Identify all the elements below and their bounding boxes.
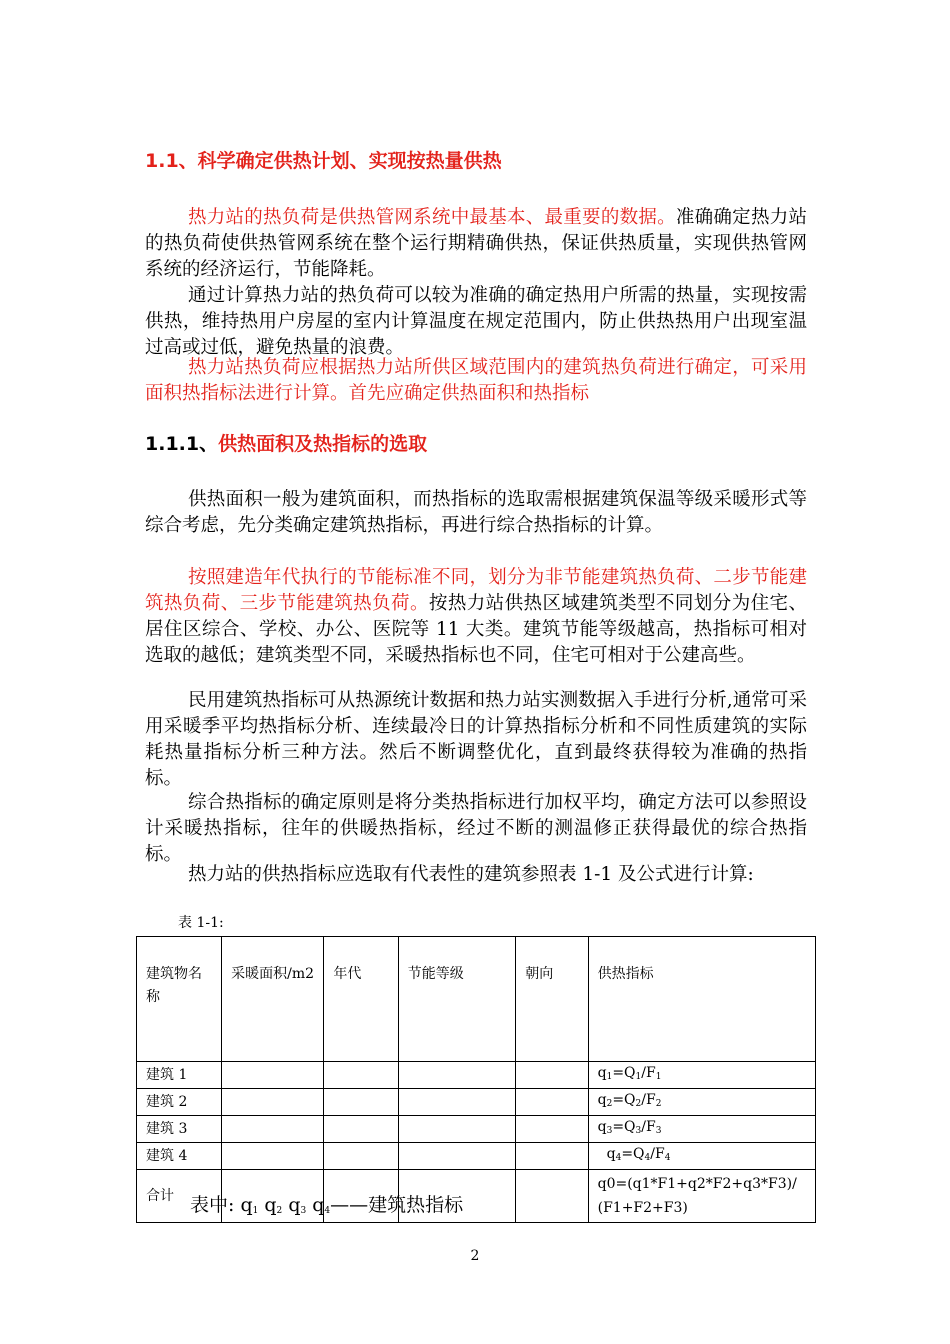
highlight-text: 热力站的热负荷是供热管网系统中最基本、最重要的数据。 [188, 207, 676, 228]
paragraph-table-reference: 热力站的供热指标应选取有代表性的建筑参照表 1-1 及公式进行计算: [188, 864, 754, 885]
body-text: 准确确定热力站的热负荷使供热管网系统在整个运行期精确供热，保证供热质量，实现供热管网系统的经济运行，节能降耗。 [145, 207, 807, 280]
table-caption: 表 1-1: [178, 915, 224, 931]
cell-heat-formula: $q_4=Q_4/F_4$ [588, 1143, 815, 1170]
paragraph-comprehensive-heat-index: 综合热指标的确定原则是将分类热指标进行加权平均，确定方法可以参照设计采暖热指标，往年的供暖热指标，经过不断的测温修正获得最优的综合热指标。 [145, 792, 807, 865]
body-text: 按热力站供热区域建筑类型不同划分为住宅、居住区综合、学校、办公、医院等 11 大类。建筑节能等级越高，热指标可相对选取的越低；建筑类型不同，采暖热指标也不同，住宅可相对于公建高些。 [145, 593, 807, 666]
cell-empty [516, 1170, 588, 1223]
heading-number: 1.1.1、 [145, 433, 219, 455]
cell-empty [516, 1143, 588, 1170]
page-number: 2 [470, 1248, 480, 1264]
cell-heat-formula: $q_3=Q_3/F_3$ [588, 1116, 815, 1143]
cell-total-formula: q0=(q1*F1+q2*F2+q3*F3)/ (F1+F2+F3) [588, 1170, 815, 1223]
cell-empty [324, 1062, 398, 1089]
cell-empty [398, 1143, 516, 1170]
cell-building-name: 建筑 1 [137, 1062, 222, 1089]
highlight-text: 按照建造年代执行的节能标准不同，划分为非节能建筑热负荷、二步节能建筑热负荷、三步节能建筑热负荷。 [145, 567, 807, 614]
table-note: 表中: $q_1$ $q_2$ $q_3$ $q_4——$建筑热指标 [190, 1194, 464, 1216]
cell-empty [516, 1116, 588, 1143]
cell-empty [516, 1062, 588, 1089]
table-header-row [137, 937, 816, 1062]
cell-empty [398, 1116, 516, 1143]
header-energy-level: 节能等级 [398, 937, 516, 1062]
paragraph-area-heat-index-method: 热力站热负荷应根据热力站所供区域范围内的建筑热负荷进行确定，可采用面积热指标法进行计算。首先应确定供热面积和热指标 [145, 357, 807, 404]
cell-empty [324, 1143, 398, 1170]
cell-empty [222, 1062, 324, 1089]
cell-building-name: 建筑 4 [137, 1143, 222, 1170]
cell-building-name: 建筑 3 [137, 1116, 222, 1143]
table-row [137, 1062, 816, 1089]
header-heating-area: 采暖面积/m2 [222, 937, 324, 1062]
cell-empty [398, 1089, 516, 1116]
cell-empty [398, 1062, 516, 1089]
cell-empty [324, 1089, 398, 1116]
cell-heat-formula: $q_1=Q_1/F_1$ [588, 1062, 815, 1089]
cell-heat-formula: $q_2=Q_2/F_2$ [588, 1089, 815, 1116]
cell-empty [222, 1143, 324, 1170]
table-row [137, 1116, 816, 1143]
cell-empty [324, 1116, 398, 1143]
section-heading-1-1: 1.1、科学确定供热计划、实现按热量供热 [145, 150, 502, 172]
cell-empty [222, 1089, 324, 1116]
header-year: 年代 [324, 937, 398, 1062]
header-heat-index: 供热指标 [588, 937, 815, 1062]
paragraph-heat-load-calculation: 通过计算热力站的热负荷可以较为准确的确定热用户所需的热量，实现按需供热，维持热用户房屋的室内计算温度在规定范围内，防止供热热用户出现室温过高或过低，避免热量的浪费。 [145, 285, 807, 358]
header-building-name: 建筑物名称 [137, 937, 222, 1062]
cell-building-name: 建筑 2 [137, 1089, 222, 1116]
paragraph-heating-area: 供热面积一般为建筑面积，而热指标的选取需根据建筑保温等级采暖形式等综合考虑，先分类确定建筑热指标，再进行综合热指标的计算。 [145, 489, 807, 536]
paragraph-energy-standards [145, 565, 807, 669]
table-row [137, 1089, 816, 1116]
heading-text: 供热面积及热指标的选取 [218, 433, 428, 455]
cell-empty [222, 1116, 324, 1143]
paragraph-heat-load-importance [145, 205, 807, 283]
heat-index-table [136, 936, 816, 1223]
header-orientation: 朝向 [516, 937, 588, 1062]
paragraph-heat-index-analysis: 民用建筑热指标可从热源统计数据和热力站实测数据入手进行分析,通常可采用采暖季平均热指标分析、连续最冷日的计算热指标分析和不同性质建筑的实际耗热量指标分析三种方法。然后不断调整优化，直到最终获得较为准确的热指标。 [145, 690, 807, 789]
cell-empty [516, 1089, 588, 1116]
section-heading-1-1-1 [145, 429, 427, 456]
cell-total-label: 合计 [137, 1170, 222, 1223]
table-row [137, 1143, 816, 1170]
